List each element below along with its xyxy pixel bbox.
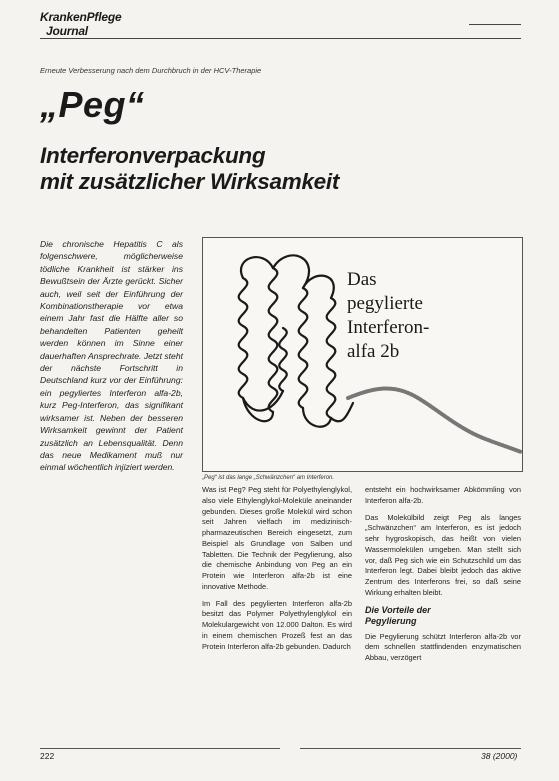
issue-number: 38 (2000) <box>481 751 518 761</box>
helix-2 <box>269 268 278 412</box>
helix-5 <box>279 328 287 391</box>
article-title <box>40 143 339 195</box>
loop-top-1 <box>241 257 273 278</box>
article-title-line-1: Interferonverpackung <box>40 143 266 168</box>
footer-rule-right <box>300 748 521 749</box>
loop-top-2 <box>273 255 309 288</box>
helix-4 <box>327 298 336 418</box>
figure-label-line-3: Interferon- <box>347 317 430 338</box>
figure-label <box>347 268 517 364</box>
page-number: 222 <box>40 751 55 761</box>
figure-label-line-4: alfa 2b <box>347 341 400 362</box>
peg-tail <box>348 389 521 452</box>
article-title-line-2: mit zusätzlicher Wirksamkeit <box>40 169 340 194</box>
loop-side <box>331 403 353 421</box>
helix-3 <box>299 288 308 408</box>
journal-subtitle: Journal <box>46 24 88 38</box>
figure-label-line-2: pegylierte <box>347 293 423 314</box>
journal-logo <box>40 10 121 38</box>
body-column-2 <box>365 485 521 670</box>
article-title-peg: „Peg“ <box>40 84 145 125</box>
header-rule <box>40 38 521 39</box>
section-subheading <box>365 605 521 627</box>
body-paragraph: Was ist Peg? Peg steht für Polyethylenglykol, also viele Ethylenglykol-Moleküle aneinander gebunden. Dieses große Molekül wird schon seit Jahren vielfach im medizinisch-pharmazeutischen Bereich eingesetzt, zum Beispiel als Grundlage von Salben und Tabletten. Die Technik der Pegylierung, also die chemische Anbindung von Peg an ein Protein wie Interferon alfa-2b ist eine innovative Methode. <box>202 485 352 591</box>
body-paragraph: Das Molekülbild zeigt Peg als langes „Schwänzchen“ am Interferon, es ist jedoch sehr hygroskopisch, das heißt von vielen Wassermolekülen umgeben. Man stellt sich vor, daß Peg sich wie ein Schutzschild um das Interferon legt. Dabei bleibt jedoch das aktive Zentrum des Interferons frei, so daß seine Wirkung erhalten bleibt. <box>365 512 521 597</box>
figure-caption: „Peg“ ist das lange „Schwänzchen“ am Interferon. <box>202 475 335 481</box>
helix-1 <box>239 278 248 398</box>
article-kicker: Erneute Verbesserung nach dem Durchbruch in der HCV-Therapie <box>40 66 262 75</box>
body-paragraph: Im Fall des pegylierten Interferon alfa-2b besitzt das Polymer Polyethylenglykol ein Molekulargewicht von 12.000 Dalton. Es wird in einem chemischen Prozeß fest an das Protein Interferon alfa-2b gebunden. Dadurch <box>202 598 352 651</box>
footer-rule-left <box>40 748 280 749</box>
subheading-line-2: Pegylierung <box>365 615 417 626</box>
article-lead: Die chronische Hepatitis C als folgenschwere, möglicherweise tödliche Krankheit ist stärker ins Bewußtsein der Ärzte gerückt. Sicher auch, weil seit der Einführung der Kombinationstherapie vor etwa einem Jahr fast die Hälfte aller so behandelten Patienten geheilt werden können im Sinne einer dauerhaften Ansprechrate. Jetzt steht der nächste Fortschritt in Deutschland kurz vor der Einführung: ein pegyliertes Interferon alfa-2b, kurz Peg-Interferon, das signifikant wirksamer ist. Neben der besseren Wirksamkeit gewinnt der Patient zusätzlich an Lebensqualität. Denn das neue Medikament muß nur einmal wöchentlich injiziert werden. <box>40 239 183 473</box>
subheading-line-1: Die Vorteile der <box>365 604 431 615</box>
body-paragraph: entsteht ein hochwirksamer Abkömmling von Interferon alfa-2b. <box>365 485 521 505</box>
figure-label-line-1: Das <box>347 269 377 290</box>
body-paragraph: Die Pegylierung schützt Interferon alfa-2b vor dem schnellen stattfindenden enzymatischen Abbau, verzögert <box>365 631 521 662</box>
header-rule-short <box>469 24 521 25</box>
journal-name: KrankenPflege <box>40 10 122 24</box>
body-column-1 <box>202 485 352 658</box>
